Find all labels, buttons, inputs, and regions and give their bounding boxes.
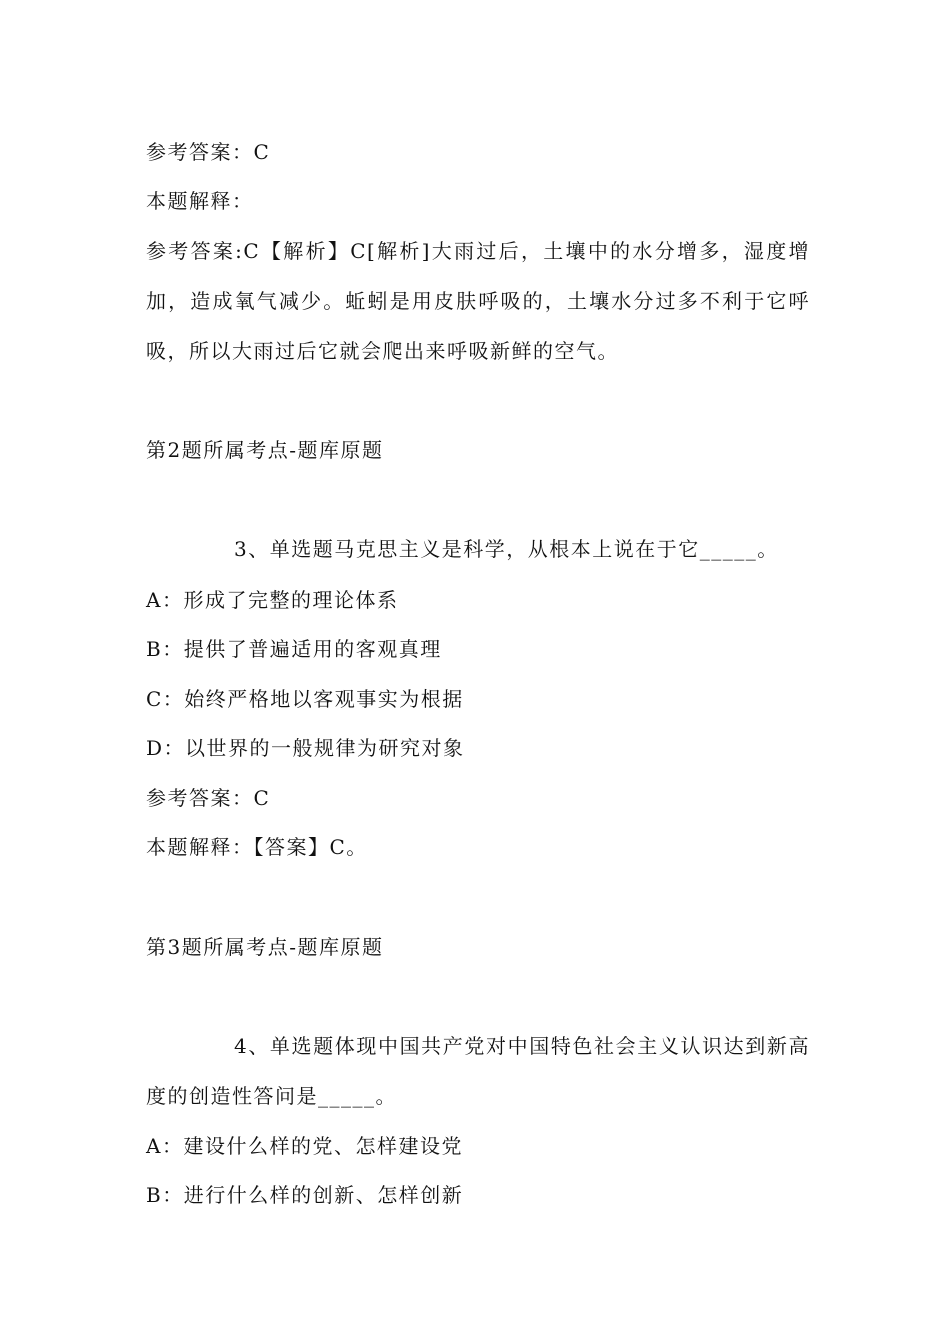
q3-option-a: A：形成了完整的理论体系: [146, 588, 399, 612]
q4-question: 4、单选题体现中国共产党对中国特色社会主义认识达到新高度的创造性答问是_____。: [146, 1034, 810, 1108]
q4-option-a: A：建设什么样的党、怎样建设党: [146, 1134, 463, 1158]
q3-option-c: C：始终严格地以客观事实为根据: [146, 687, 464, 711]
q2-explanation-label: 本题解释：: [146, 189, 254, 213]
q3-answer: 参考答案：C: [146, 786, 271, 810]
q3-explanation: 本题解释：【答案】C。: [146, 835, 368, 859]
q3-option-b: B：提供了普遍适用的客观真理: [146, 637, 442, 661]
q3-source: 第3题所属考点-题库原题: [146, 935, 384, 959]
q4-option-b: B：进行什么样的创新、怎样创新: [146, 1183, 464, 1207]
q2-source: 第2题所属考点-题库原题: [146, 438, 384, 462]
q3-option-d: D：以世界的一般规律为研究对象: [146, 736, 465, 760]
q3-question: 3、单选题马克思主义是科学，从根本上说在于它_____。: [234, 537, 779, 561]
q2-explanation: 参考答案:C【解析】C[解析]大雨过后，土壤中的水分增多，湿度增加，造成氧气减少。蚯蚓是用皮肤呼吸的，土壤水分过多不利于它呼吸，所以大雨过后它就会爬出来呼吸新鲜的空气。: [146, 239, 810, 363]
q2-answer: 参考答案：C: [146, 140, 271, 164]
